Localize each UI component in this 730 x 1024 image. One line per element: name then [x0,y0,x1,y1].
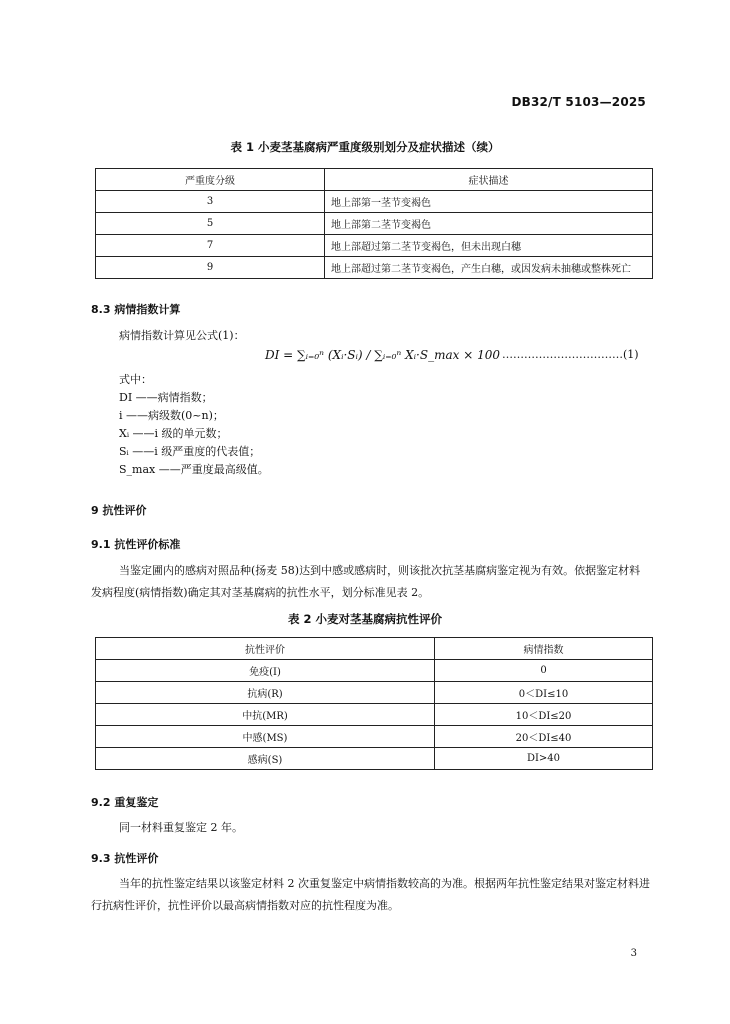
table1-caption: 表 1 小麦茎基腐病严重度级别划分及症状描述（续） [230,140,500,154]
table-header-cell: 抗性评价 [96,638,435,660]
table-cell: 3 [96,191,325,213]
formula: DI = ∑ᵢ₌₀ⁿ (Xᵢ·Sᵢ) / ∑ᵢ₌₀ⁿ Xᵢ·S_max × 100 [265,348,500,362]
section-heading-9-2: 9.2 重复鉴定 [91,796,159,809]
table-cell: 中感(MS) [96,726,435,748]
section-heading-9: 9 抗性评价 [91,504,147,517]
table-cell: 地上部超过第二茎节变褐色，但未出现白穗 [325,235,653,257]
document-number: DB32/T 5103—2025 [511,95,646,109]
table-row [96,704,653,726]
table-row [96,660,653,682]
table-cell: 9 [96,257,325,279]
table-header-cell: 症状描述 [325,169,653,191]
table-header-cell: 病情指数 [435,638,653,660]
table-row [96,748,653,770]
table-cell: 5 [96,213,325,235]
paragraph-9-3: 当年的抗性鉴定结果以该鉴定材料 2 次重复鉴定中病情指数较高的为准。根据两年抗性鉴定结果对鉴定材料进行抗病性评价，抗性评价以最高病情指数对应的抗性程度为准。 [91,877,650,912]
section-heading-9-1: 9.1 抗性评价标准 [91,538,181,551]
table-row [96,235,653,257]
table-header-row [96,638,653,660]
table-cell: 中抗(MR) [96,704,435,726]
table-row [96,191,653,213]
table-row [96,257,653,279]
table-cell: 10＜DI≤20 [435,704,653,726]
definition-item: DI ——病情指数； [119,391,213,404]
table-cell: 0 [435,660,653,682]
table2-caption: 表 2 小麦对茎基腐病抗性评价 [287,612,442,626]
section-heading-9-3: 9.3 抗性评价 [91,852,159,865]
table-cell: 地上部超过第二茎节变褐色，产生白穗，或因发病未抽穗或整株死亡 [325,257,653,279]
table-header-row [96,169,653,191]
table-cell: DI>40 [435,748,653,770]
table-row [96,213,653,235]
formula-intro: 病情指数计算见公式(1)： [119,329,245,342]
table-cell: 0＜DI≤10 [435,682,653,704]
table-cell: 感病(S) [96,748,435,770]
table-cell: 地上部第二茎节变褐色 [325,213,653,235]
definition-item: S_max ——严重度最高级值。 [119,463,269,476]
table-cell: 7 [96,235,325,257]
table-header-cell: 严重度分级 [96,169,325,191]
section-heading-8-3: 8.3 病情指数计算 [91,303,181,316]
table-cell: 20＜DI≤40 [435,726,653,748]
table-cell: 免疫(I) [96,660,435,682]
where-label: 式中： [119,373,152,386]
paragraph-9-2: 同一材料重复鉴定 2 年。 [119,821,243,834]
table-cell: 抗病(R) [96,682,435,704]
page-number: 3 [630,948,637,959]
table-row [96,682,653,704]
table-row [96,726,653,748]
table-cell: 地上部第一茎节变褐色 [325,191,653,213]
formula-number: ……………………………(1) [502,348,639,361]
definition-item: Sᵢ ——i 级严重度的代表值； [119,445,261,458]
paragraph-9-1: 当鉴定圃内的感病对照品种(扬麦 58)达到中感或感病时，则该批次抗茎基腐病鉴定视为有效。依据鉴定材料发病程度(病情指数)确定其对茎基腐病的抗性水平，划分标准见表 2。 [91,564,641,599]
table2 [95,637,653,770]
definition-item: Xᵢ ——i 级的单元数； [119,427,228,440]
definition-item: i ——病级数(0~n)； [119,409,224,422]
table1 [95,168,653,279]
